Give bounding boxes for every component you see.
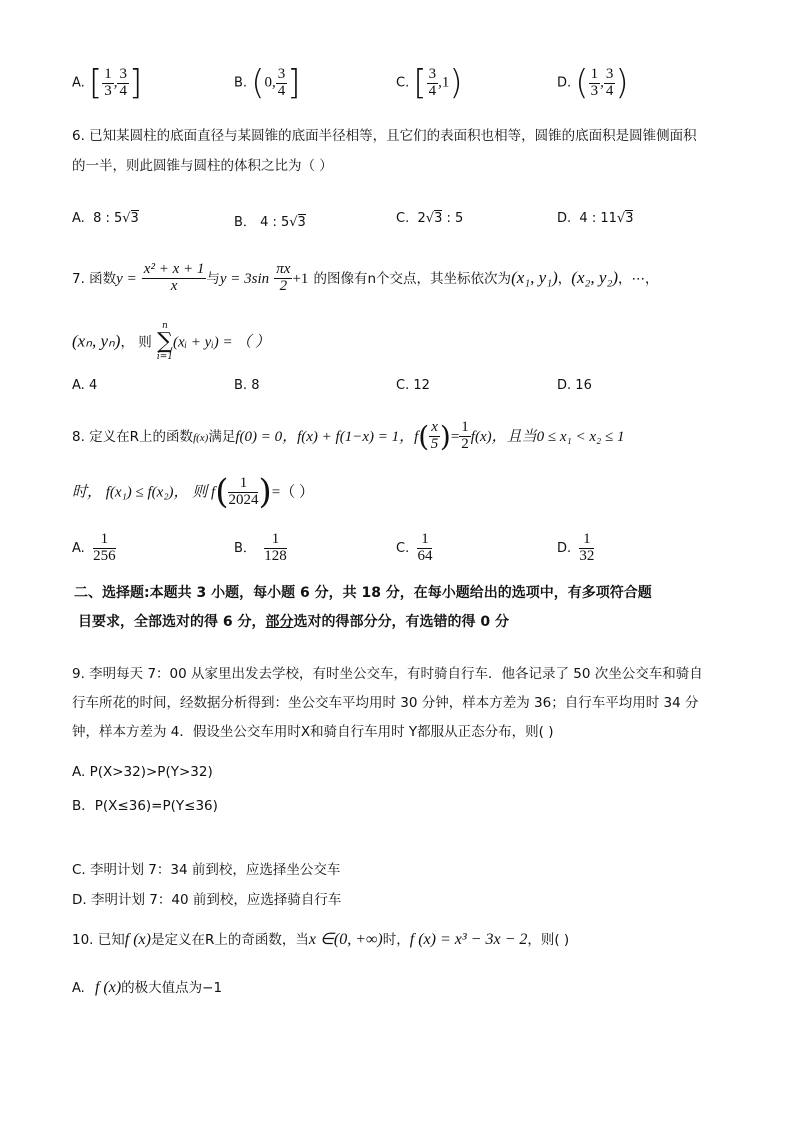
tail-text: 的图像有n个交点，其坐标依次为 [313, 270, 512, 287]
sum-upper: n [162, 321, 168, 331]
q8-option-c [396, 532, 432, 565]
option-label: C. [396, 540, 410, 556]
q9-line-2: 行车所花的时间，经数据分析得到：坐公交车平均用时 30 分钟，样本方差为 36；自行车平均用时 34 分 [72, 695, 699, 711]
q6-option-a [72, 211, 139, 226]
q7-line-2 [72, 322, 270, 362]
denominator: 4 [605, 82, 614, 99]
numerator: 1 [264, 532, 287, 549]
q5-option-a-label: A. [72, 75, 85, 91]
q8-intro: 8. 定义在R上的函数 [72, 429, 194, 445]
numerator: 1 [417, 532, 432, 549]
numerator: x² + x + 1 [143, 261, 205, 277]
fraction [579, 532, 594, 565]
q8-line-2: 时， f(x₁) ≤ f(x₂)， 则 f( $\frac{1}{2024}$ )=（ ） [72, 472, 314, 512]
numerator: 3 [277, 65, 286, 82]
q7-option-b [234, 378, 259, 393]
left-bracket: [ [88, 63, 103, 103]
right-bracket: ) [449, 63, 463, 103]
q5-option-c [396, 63, 463, 103]
q6-line-2: 的一半，则此圆锥与圆柱的体积之比为（ ） [72, 158, 333, 174]
left-bracket: ( [251, 63, 265, 103]
point-2: (x₂, y₂) [571, 267, 619, 287]
sqrt-sign: √ [425, 211, 435, 226]
when-text: 时， [382, 932, 410, 948]
summation [157, 322, 173, 362]
q7-option-d [557, 378, 592, 393]
q8-line-2-text: 时， f(x₁) ≤ f(x₂)， 则 f [72, 484, 216, 501]
coefficient: 2 [417, 211, 426, 226]
section-heading-line-2 [78, 611, 509, 631]
option-label: A. [72, 981, 85, 996]
denominator: 4 [277, 82, 286, 99]
left-bracket: [ [413, 63, 427, 103]
q5-option-d-label: D. [557, 75, 572, 91]
condition-4: ，且当0 ≤ x₁ < x₂ ≤ 1 [491, 429, 625, 445]
q9-option-a: A. P(X>32)>P(Y>32) [72, 764, 213, 780]
q5-option-a: A. [ $\frac{1}{3}$ , $\frac{3}{4}$ ] [72, 63, 143, 103]
denominator: 2 [279, 277, 288, 294]
fraction [276, 67, 288, 100]
condition-1: f(0) = 0 [235, 429, 283, 445]
option-label: B． [234, 540, 256, 556]
then-text: ， 则 [120, 334, 152, 351]
radicand: 3 [130, 211, 139, 226]
sqrt-sign: √ [616, 211, 626, 226]
q8-line-1: 8. 定义在R上的函数f(x)满足f(0) = 0，f(x) + f(1−x) = 1，f( $\frac{x}{5}$ )= $\frac{1}{2}$ f(x)，且当0 ≤ x₁ < x₂ ≤ 1 [72, 419, 625, 453]
denominator: 256 [93, 547, 116, 564]
condition-2: ，f(x) + f(1−x) = 1 [282, 429, 400, 445]
q10-line-1 [72, 928, 569, 949]
y-equals: y = [116, 270, 137, 287]
zero-value: 0, [264, 74, 276, 91]
satisfies-text: 满足 [208, 429, 236, 445]
right-bracket: ) [615, 63, 629, 103]
denominator: 4 [119, 82, 127, 99]
denominator: 32 [579, 547, 595, 564]
radicand: 3 [297, 215, 306, 230]
fraction [93, 532, 116, 565]
option-label: C. [396, 378, 410, 393]
q5-option-d: D. ( $\frac{1}{3}$ , $\frac{3}{4}$ ) [557, 63, 629, 103]
option-text: 16 [575, 378, 592, 393]
q9-option-d: D. 李明计划 7：40 前到校，应选择骑自行车 [72, 892, 342, 908]
option-text: 8 : 5 [93, 211, 123, 226]
q9-line-3: 钟，样本方差为 4．假设坐公交车用时X和骑自行车用时 Y都服从正态分布，则( ) [72, 724, 554, 740]
q7-option-c [396, 378, 430, 393]
q5-option-b [234, 63, 301, 103]
fraction [117, 67, 129, 100]
fraction-1 [142, 262, 207, 295]
option-text: : 5 [442, 211, 464, 226]
radicand: 3 [434, 211, 443, 226]
q9-option-b: B．P(X≤36)=P(Y≤36) [72, 798, 218, 814]
section-heading-line-1: 二、选择题:本题共 3 小题，每小题 6 分，共 18 分，在每小题给出的选项中，有多项符合题 [74, 585, 652, 601]
left-bracket: ( [575, 63, 589, 103]
q9-line-1: 9. 李明每天 7：00 从家里出发去学校，有时坐公交车，有时骑自行车．他各记录了 50 次坐公交车和骑自 [72, 666, 703, 682]
option-label: A. [72, 540, 85, 556]
q6-option-d [557, 211, 633, 226]
point-1: (x₁, y₁) [511, 267, 558, 287]
numerator: πx [276, 261, 291, 277]
right-bracket: ] [128, 63, 143, 103]
denominator: 2 [461, 436, 469, 452]
answer-blank: ，则( ) [527, 932, 570, 948]
denominator: 5 [430, 436, 439, 452]
heading-part-1: 目要求，全部选对的得 6 分， [78, 614, 266, 630]
fraction [264, 532, 287, 565]
numerator: 1 [590, 65, 599, 82]
fraction [429, 420, 440, 453]
option-label: D. [557, 211, 572, 226]
radicand: 3 [625, 211, 634, 226]
condition-3-rhs: f(x) [470, 429, 492, 445]
sqrt-sign: √ [289, 215, 298, 230]
fx: f (x) [124, 931, 151, 948]
denominator: 3 [590, 82, 599, 99]
upper-value: ,1 [438, 74, 450, 91]
heading-underlined: 部分 [265, 614, 294, 630]
numerator: 1 [228, 476, 258, 493]
q9-option-c: C. 李明计划 7：34 前到校，应选择坐公交车 [72, 862, 341, 878]
option-text: 4 [88, 378, 98, 393]
numerator: 3 [428, 65, 437, 82]
connector: 与 [206, 270, 220, 287]
numerator: 1 [93, 532, 116, 549]
q6-line-1: 6. 已知某圆柱的底面直径与某圆锥的底面半径相等，且它们的表面积也相等，圆锥的底面积是圆锥侧面积 [72, 128, 697, 144]
answer-blank: =（ ） [271, 484, 314, 501]
function-expression: f (x) = x³ − 3x − 2 [409, 931, 528, 948]
numerator: 3 [119, 65, 127, 82]
sum-lower: i=1 [156, 352, 174, 362]
option-label: B. [234, 378, 248, 393]
numerator: 1 [104, 65, 112, 82]
q7-option-a [72, 378, 97, 393]
domain-condition: x ∈(0, +∞) [308, 931, 383, 948]
option-label: A. [72, 211, 85, 226]
denominator: 2024 [228, 491, 259, 508]
question-number: 7. 函数 [72, 270, 117, 287]
q6-option-b [234, 211, 306, 230]
q6-option-c [396, 211, 463, 226]
fraction [102, 67, 114, 100]
option-label: A. [72, 378, 85, 393]
option-label: D. [557, 378, 572, 393]
fx: f (x) [94, 979, 122, 996]
option-label: D. [557, 540, 572, 556]
denominator: 128 [264, 547, 287, 564]
sigma-icon: ∑ [157, 329, 173, 354]
option-text: 4 : 11 [579, 211, 617, 226]
y-equals-sin: y = 3sin [219, 270, 270, 287]
q5-option-c-label: C. [396, 75, 410, 91]
fraction [604, 67, 616, 100]
q7-line-1: 7. 函数y = $\frac{\text{x² + x + 1}}{x}$ 与y = 3sin $\frac{\pi x}{2}$ +1 的图像有n个交点，其坐标依次为(x₁, y₁)，(x₂, y₂)，⋯， [72, 261, 659, 294]
sum-body: (xᵢ + yᵢ) = （ ） [173, 334, 271, 351]
q8-option-b [234, 532, 287, 565]
denominator: 4 [428, 82, 437, 99]
option-label: B． [234, 215, 256, 230]
numerator: 3 [605, 65, 614, 82]
option-text: 8 [251, 378, 260, 393]
q5-option-b-label: B. [234, 75, 248, 91]
sqrt-sign: √ [122, 211, 131, 226]
denominator: 64 [417, 547, 433, 564]
fraction [228, 476, 258, 509]
condition-3-f: ，f [399, 429, 419, 445]
option-text: 12 [413, 378, 430, 393]
numerator: 1 [461, 419, 469, 436]
option-text: 的极大值点为−1 [121, 980, 223, 996]
denominator: x [170, 277, 178, 294]
denominator: 3 [104, 82, 112, 99]
odd-function-text: 是定义在R上的奇函数，当 [150, 932, 309, 948]
numerator: x [431, 419, 438, 436]
fraction-2 [274, 262, 292, 295]
q8-option-a [72, 532, 116, 565]
point-n: (xₙ, yₙ) [72, 331, 121, 351]
fraction [589, 67, 601, 100]
plus-one: +1 [292, 270, 309, 287]
numerator: 1 [579, 532, 594, 549]
fx-small: f(x) [193, 432, 209, 444]
fraction-half [459, 420, 471, 453]
right-bracket: ] [287, 63, 301, 103]
fraction [427, 67, 439, 100]
option-text: 4 : 5 [260, 215, 290, 230]
heading-part-2: 选对的得部分分，有选错的得 0 分 [293, 614, 509, 630]
q8-option-d [557, 532, 594, 565]
ellipsis: ，⋯， [618, 270, 659, 287]
q10-option-a [72, 976, 222, 997]
equals: = [450, 429, 460, 445]
q10-intro: 10. 已知 [72, 932, 125, 948]
option-label: C. [396, 211, 410, 226]
fraction [417, 532, 432, 565]
